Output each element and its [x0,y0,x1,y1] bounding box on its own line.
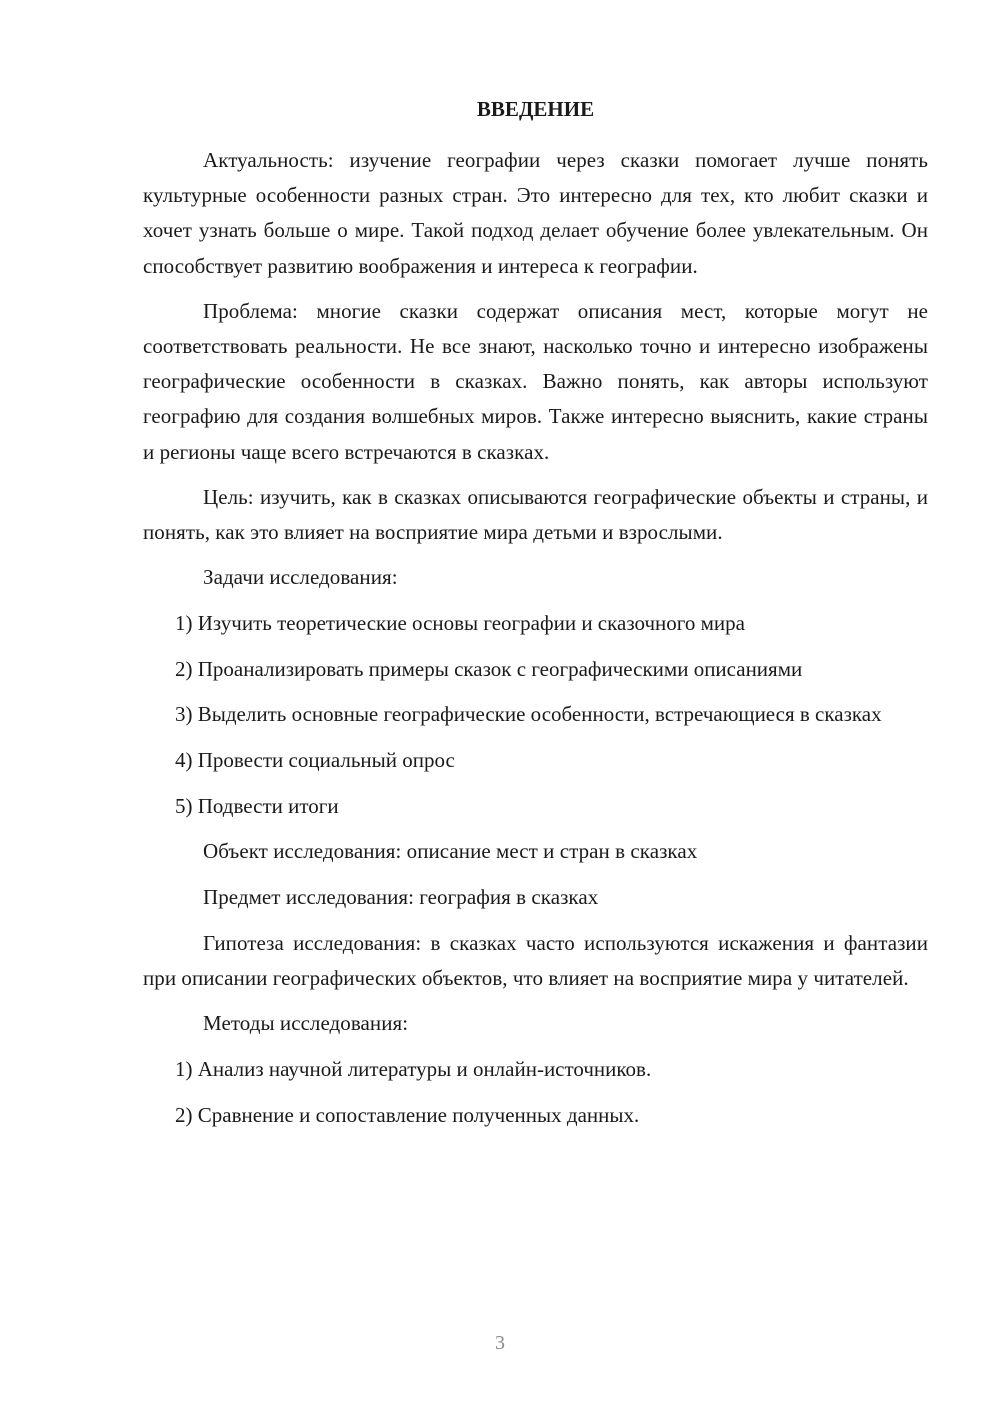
task-item: 5) Подвести итоги [175,793,339,818]
problem-paragraph: Проблема: многие сказки содержат описания мест, которые могут не соответствовать реальности. Не все знают, насколько точно и интересно изображены географические особенности в сказках. Важно понять, как авторы используют географию для создания волшебных миров. Также интересно выяснить, какие страны и регионы чаще всего встречаются в сказках. [143,298,928,464]
tasks-heading: Задачи исследования: [203,565,398,590]
subject-paragraph: Предмет исследования: география в сказках [203,885,599,910]
task-item: 2) Проанализировать примеры сказок с географическими описаниями [175,656,803,681]
document-page [143,92,928,1133]
object-paragraph: Объект исследования: описание мест и стран в сказках [203,839,698,864]
relevance-paragraph: Актуальность: изучение географии через сказки помогает лучше понять культурные особенности разных стран. Это интересно для тех, кто любит сказки и хочет узнать больше о мире. Такой подход делает обучение более увлекательным. Он способствует развитию воображения и интереса к географии. [143,148,928,278]
page-number: 3 [495,1332,505,1354]
methods-heading: Методы исследования: [203,1011,409,1036]
page-title: ВВЕДЕНИЕ [476,97,595,121]
task-item: 4) Провести социальный опрос [175,748,455,773]
goal-paragraph: Цель: изучить, как в сказках описываются географические объекты и страны, и понять, как это влияет на восприятие мира детьми и взрослыми. [143,484,928,545]
method-item: 2) Сравнение и сопоставление полученных данных. [175,1102,640,1127]
hypothesis-paragraph: Гипотеза исследования: в сказках часто используются искажения и фантазии при описании географических объектов, что влияет на восприятие мира у читателей. [143,930,928,991]
task-item: 1) Изучить теоретические основы географии и сказочного мира [175,610,745,635]
method-item: 1) Анализ научной литературы и онлайн-источников. [175,1056,652,1081]
task-item: 3) Выделить основные географические особенности, встречающиеся в сказках [175,702,882,727]
